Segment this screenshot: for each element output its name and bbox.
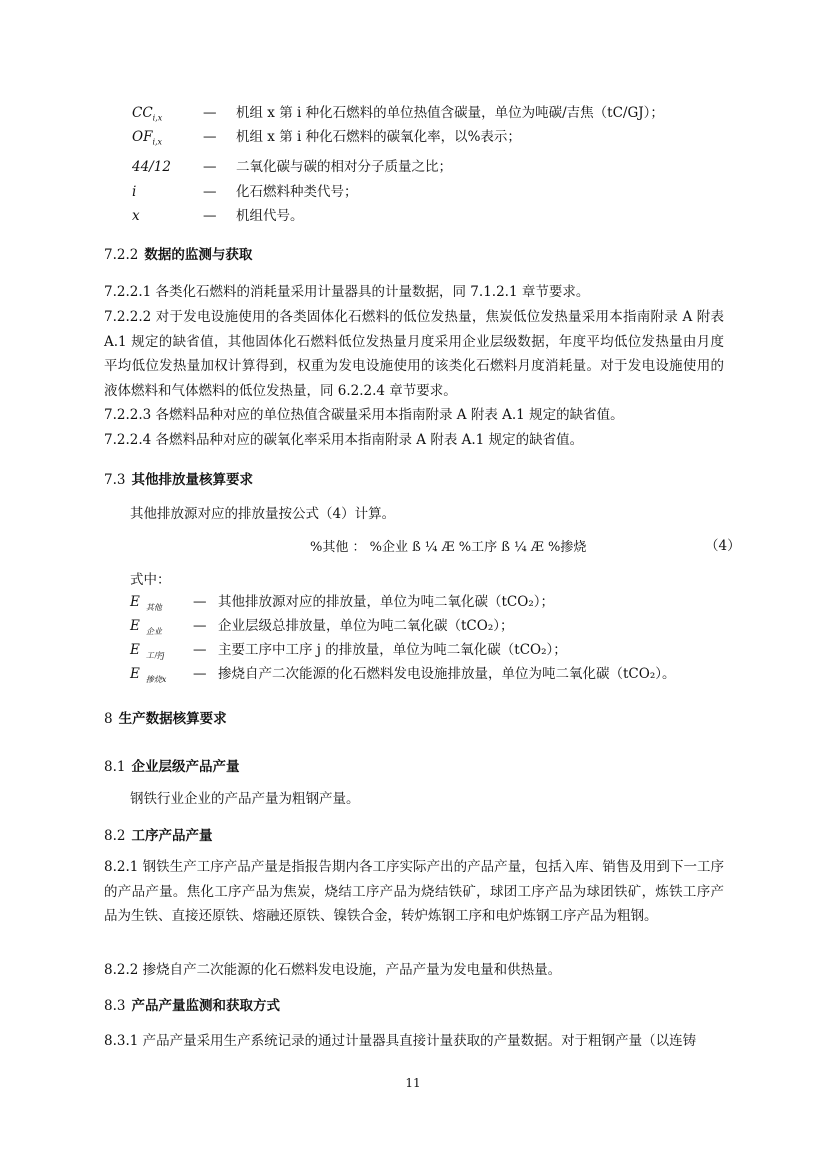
- shizhong-label: 式中：: [130, 572, 171, 588]
- e-dash: —: [193, 666, 207, 682]
- paragraph-8-3-1: 8.3.1 产品产量采用生产系统记录的通过计量器具直接计量获取的产量数据。对于粗钢产量（以连铸: [104, 1033, 697, 1049]
- e-desc: 其他排放源对应的排放量，单位为吨二氧化碳（tCO₂）；: [218, 594, 554, 610]
- section-heading-8-2: 8.2 工序产品产量: [104, 828, 213, 844]
- def-desc: 机组代号。: [236, 208, 304, 224]
- e-dash: —: [193, 618, 207, 634]
- e-desc: 掺烧自产二次能源的化石燃料发电设施排放量，单位为吨二氧化碳（tCO₂）。: [218, 666, 676, 682]
- def-dash: —: [203, 129, 217, 145]
- formula-intro: 其他排放源对应的排放量按公式（4）计算。: [130, 506, 396, 522]
- paragraph-7-2-2-2: 7.2.2.2 对于发电设施使用的各类固体化石燃料的低位发热量，焦炭低位发热量采用本指南附录 A 附表 A.1 规定的缺省值，其他固体化石燃料低位发热量月度采用企业层级数据，年度平均低位发热量由月度平均低位发热量加权计算得到，权重为发电设施使用的该类化石燃料月度消耗量。对于发电设施使用的液体燃料和气体燃料的低位发热量，同 6.2.2.4 章节要求。: [104, 309, 724, 399]
- e-var: E $_{掺烧x}$: [130, 666, 167, 684]
- section-heading-8: 8 生产数据核算要求: [104, 711, 227, 727]
- paragraph-8-1: 钢铁行业企业的产品产量为粗钢产量。: [130, 791, 360, 807]
- def-var: 44/12: [132, 159, 171, 175]
- paragraph-8-2-2: 8.2.2 掺烧自产二次能源的化石燃料发电设施，产品产量为发电量和供热量。: [104, 962, 562, 978]
- section-heading-7-3: 7.3 其他排放量核算要求: [104, 472, 253, 488]
- section-heading-7-2-2: 7.2.2 数据的监测与获取: [104, 247, 253, 263]
- paragraph-8-2-1: 8.2.1 钢铁生产工序产品产量是指报告期内各工序实际产出的产品产量，包括入库、销售及用到下一工序的产品产量。焦化工序产品为焦炭，烧结工序产品为烧结铁矿，球团工序产品为球团铁矿，炼铁工序产品为生铁、直接还原铁、熔融还原铁、镍铁合金，转炉炼钢工序和电炉炼钢工序产品为粗钢。: [104, 859, 724, 925]
- def-dash: —: [203, 184, 217, 200]
- e-desc: 企业层级总排放量，单位为吨二氧化碳（tCO₂）；: [218, 618, 514, 634]
- e-desc: 主要工序中工序 j 的排放量，单位为吨二氧化碳（tCO₂）；: [218, 642, 567, 658]
- e-var: E $_{企业}$: [130, 618, 162, 636]
- e-dash: —: [193, 642, 207, 658]
- def-desc: 化石燃料种类代号；: [236, 184, 358, 200]
- def-desc: 机组 x 第 i 种化石燃料的单位热值含碳量，单位为吨碳/吉焦（tC/GJ）；: [236, 105, 664, 121]
- def-dash: —: [203, 105, 217, 121]
- page-number: 11: [405, 1076, 421, 1090]
- paragraph-7-2-2-1: 7.2.2.1 各类化石燃料的消耗量采用计量器具的计量数据，同 7.1.2.1 章节要求。: [104, 284, 590, 300]
- paragraph-7-2-2-3: 7.2.2.3 各燃料品种对应的单位热值含碳量采用本指南附录 A 附表 A.1 规定的缺省值。: [104, 407, 624, 423]
- e-dash: —: [193, 594, 207, 610]
- e-var: E $_{其他}$: [130, 594, 162, 612]
- equation-number: （4）: [705, 538, 741, 554]
- paragraph-7-2-2-4: 7.2.2.4 各燃料品种对应的碳氧化率采用本指南附录 A 附表 A.1 规定的缺省值。: [104, 432, 584, 448]
- def-dash: —: [203, 208, 217, 224]
- def-var: $CC_{i,x}$: [132, 105, 163, 123]
- formula-4: %其他 ： %企业 ß ¼ Æ %工序 ß ¼ Æ %掺烧: [310, 540, 587, 555]
- def-desc: 二氧化碳与碳的相对分子质量之比；: [236, 159, 452, 175]
- def-var: i: [132, 184, 137, 200]
- e-var: E $_{工序j}$: [130, 642, 165, 660]
- def-var: $OF_{i,x}$: [132, 129, 163, 147]
- def-var: x: [132, 208, 140, 224]
- section-heading-8-3: 8.3 产品产量监测和获取方式: [104, 998, 280, 1014]
- section-heading-8-1: 8.1 企业层级产品产量: [104, 759, 240, 775]
- def-dash: —: [203, 159, 217, 175]
- def-desc: 机组 x 第 i 种化石燃料的碳氧化率，以%表示；: [236, 129, 521, 145]
